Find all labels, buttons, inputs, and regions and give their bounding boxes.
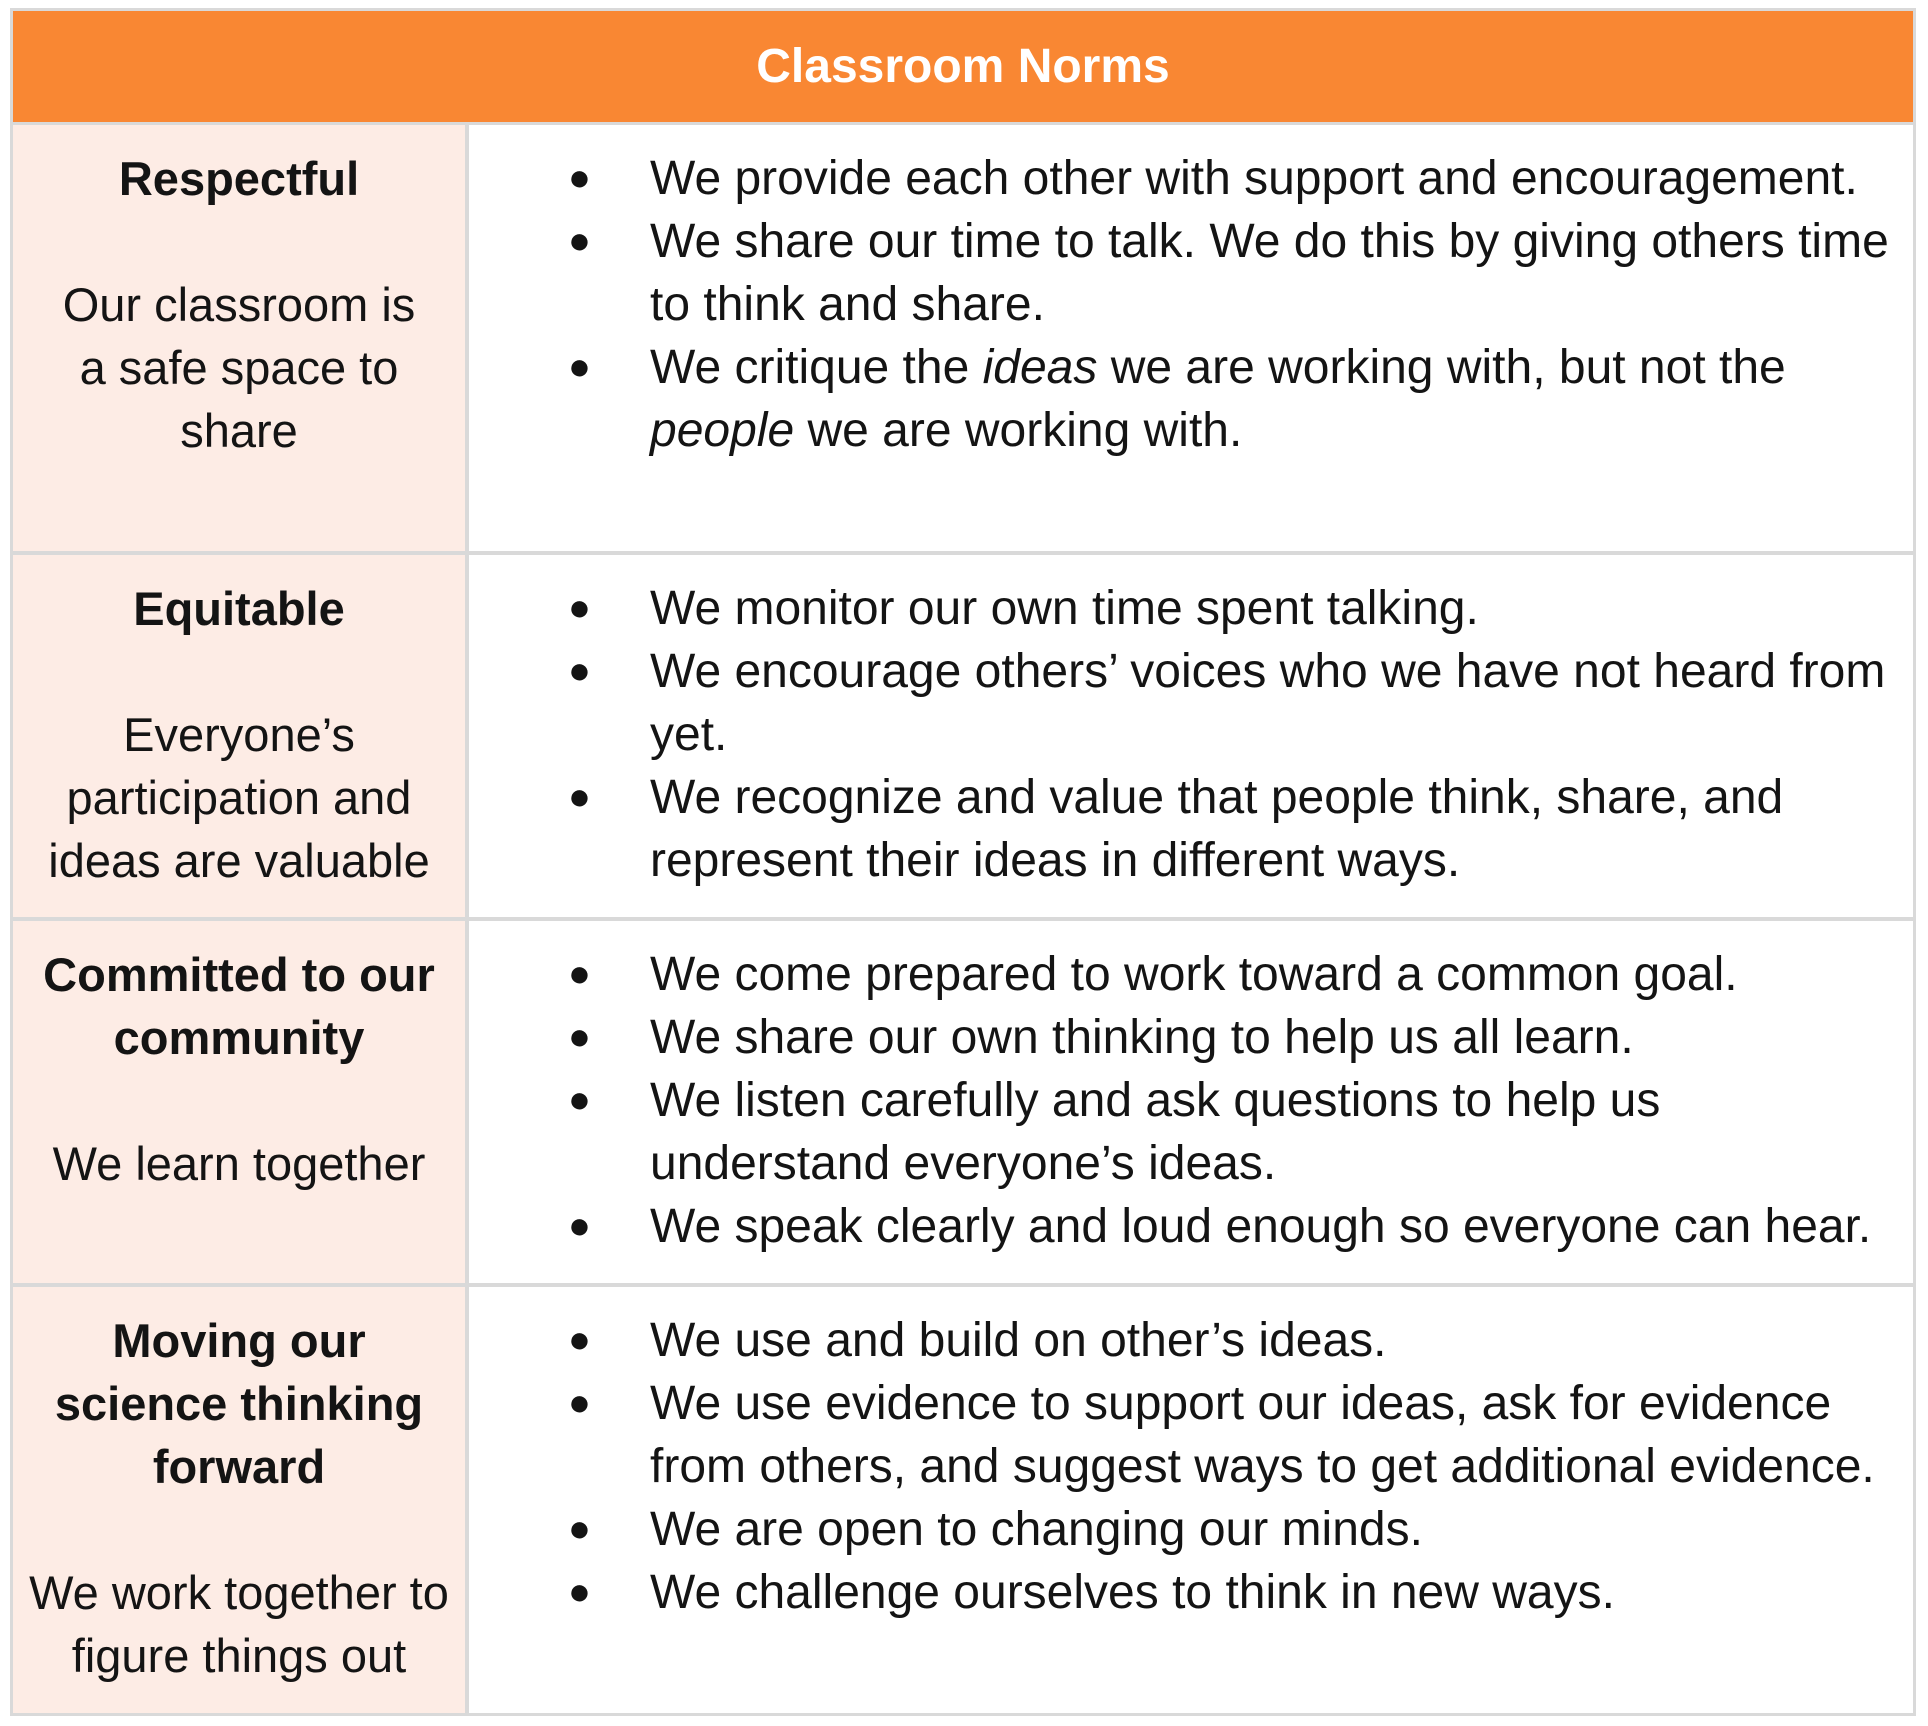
norm-item: ● We share our time to talk. We do this by giving others time to think and share.: [469, 210, 1913, 336]
norm-item: ● We provide each other with support and encouragement.: [469, 147, 1913, 210]
norm-title: Equitable: [133, 582, 345, 635]
table-title: Classroom Norms: [756, 40, 1170, 93]
bullet-icon: ●: [568, 953, 591, 995]
norm-list: [469, 1309, 1913, 1624]
classroom-norms-table: [10, 8, 1916, 1716]
table-header: [13, 11, 1913, 125]
norm-subtitle: We learn together: [52, 1137, 426, 1190]
norm-item: ● We speak clearly and loud enough so everyone can hear.: [469, 1195, 1913, 1258]
bullet-icon: ●: [568, 587, 591, 629]
bullet-icon: ●: [568, 650, 591, 692]
norm-item: ● We share our own thinking to help us all learn.: [469, 1006, 1913, 1069]
norm-item: ● We use evidence to support our ideas, ask for evidence from others, and suggest ways to get additional evidence.: [469, 1372, 1913, 1498]
norm-label-cell: [13, 1287, 469, 1713]
bullet-icon: ●: [568, 1508, 591, 1550]
bullet-icon: ●: [568, 220, 591, 262]
bullet-icon: ●: [568, 157, 591, 199]
norm-items-cell: [469, 921, 1913, 1287]
bullet-icon: ●: [568, 776, 591, 818]
bullet-icon: ●: [568, 1319, 591, 1361]
norm-label-cell: [13, 921, 469, 1287]
bullet-icon: ●: [568, 1016, 591, 1058]
bullet-icon: ●: [568, 1079, 591, 1121]
norm-list: [469, 943, 1913, 1258]
norm-item: ● We are open to changing our minds.: [469, 1498, 1913, 1561]
norm-title: Committed to our community: [43, 948, 435, 1064]
norm-item: ● We encourage others’ voices who we have not heard from yet.: [469, 640, 1913, 766]
norm-items-cell: [469, 555, 1913, 921]
norm-subtitle: Everyone’s participation and ideas are valuable: [48, 708, 430, 887]
bullet-icon: ●: [568, 1205, 591, 1247]
norm-title: Respectful: [118, 152, 360, 205]
norm-item: ● We critique the ideas we are working with, but not the people we are working with.: [469, 336, 1913, 462]
norm-item: ● We recognize and value that people think, share, and represent their ideas in different ways.: [469, 766, 1913, 892]
norm-label-cell: [13, 125, 469, 555]
norm-label-cell: [13, 555, 469, 921]
norm-subtitle: Our classroom is a safe space to share: [62, 278, 416, 457]
norm-item: ● We listen carefully and ask questions to help us understand everyone’s ideas.: [469, 1069, 1913, 1195]
norm-subtitle: We work together to figure things out: [29, 1566, 449, 1682]
norm-list: [469, 147, 1913, 462]
norm-item: ● We come prepared to work toward a common goal.: [469, 943, 1913, 1006]
norm-item: ● We use and build on other’s ideas.: [469, 1309, 1913, 1372]
bullet-icon: ●: [568, 1571, 591, 1613]
norm-title: Moving our science thinking forward: [54, 1314, 424, 1493]
norm-item: ● We challenge ourselves to think in new ways.: [469, 1561, 1913, 1624]
norm-items-cell: [469, 1287, 1913, 1713]
norm-items-cell: [469, 125, 1913, 555]
bullet-icon: ●: [568, 346, 591, 388]
norm-item: ● We monitor our own time spent talking.: [469, 577, 1913, 640]
norm-list: [469, 577, 1913, 892]
bullet-icon: ●: [568, 1382, 591, 1424]
